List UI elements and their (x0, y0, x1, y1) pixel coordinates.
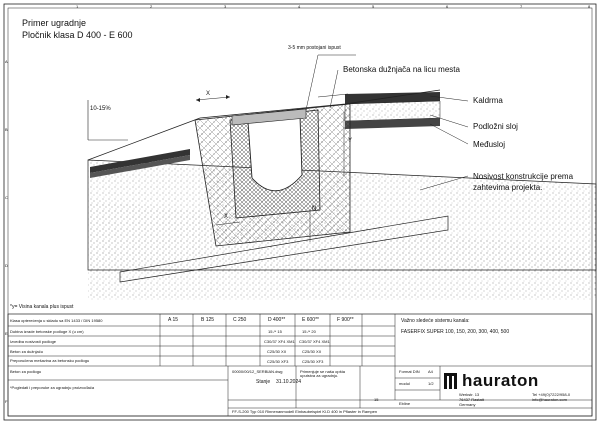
col-marker: 2 (150, 4, 153, 9)
class-d400: D 400** (268, 317, 286, 323)
note-right: Primenjuje se naša opšta uputstva za ugradnju. (300, 369, 345, 378)
row-marker: C (5, 195, 8, 200)
intermediate-label: Međusloj (473, 140, 506, 149)
applies-value: FASERFIX SUPER 100, 150, 200, 300, 400, 500 (401, 329, 510, 335)
drawing-subtitle: Pločnik klasa D 400 - E 600 (22, 30, 133, 40)
base-layer (345, 101, 440, 121)
modul-label: modul (399, 381, 410, 386)
company-address2: 76437 Rastatt (459, 397, 484, 402)
row4-e600: C25/30 XII (302, 349, 321, 354)
slope-label: 10-15% (90, 106, 111, 112)
row2-e600: 15 /* 20 (302, 329, 316, 334)
row4-d400: C25/30 XII (267, 349, 286, 354)
hauraton-logo-mark (444, 373, 457, 389)
note-label: Preporučena mešavina za betonsku podlogu (10, 358, 90, 363)
haunch-label: Betonska dužnjača na licu mesta (343, 65, 460, 74)
format-value: A4 (428, 369, 433, 374)
applies-label: Važno sledeće sistemu kanala: (401, 318, 470, 324)
dwg-number: 00000/00/12_SERBIAN.dwg (232, 369, 283, 374)
note-block: *Pogledati i preporuke za ugradnju proizvođača (10, 385, 95, 390)
date-label: Stanje (256, 379, 271, 385)
col-marker: 4 (298, 4, 301, 9)
pavement-label: Kaldrma (473, 96, 503, 105)
note-label: Beton za podlogu (10, 369, 42, 374)
col-marker: 5 (372, 4, 375, 9)
modul-value: 1/2 (428, 381, 434, 386)
company-address1: Werkstr. 13 (459, 392, 480, 397)
company-logo-text: hauraton (462, 371, 539, 390)
scale-label: Ebline (399, 401, 411, 406)
channel-interior (248, 117, 302, 191)
col-marker: 1 (76, 4, 79, 9)
dim-y: Y (348, 138, 353, 144)
row-marker: E (5, 331, 8, 336)
format-label: Format DIN (399, 369, 420, 374)
product-line: FF-S-200 Typ 010 Rinnenanmodell Einbaubeispiel Kl.D 400 in Pflaster in Rampen (232, 409, 378, 414)
class-c250: C 250 (233, 317, 247, 323)
base-layer-label: Podložni sloj (473, 122, 518, 131)
row5-d400: C25/30 XF3 (267, 359, 289, 364)
subgrade-label-line2: zahtevima projekta. (473, 183, 543, 192)
dim-n: N (312, 206, 317, 212)
col-marker: 8 (588, 4, 591, 9)
row-marker: A (5, 59, 8, 64)
dim-x-top: X (206, 91, 211, 97)
class-b125: B 125 (201, 317, 215, 323)
row3-e600: C30/37 XF4 XM1 (299, 339, 330, 344)
row-marker: F (5, 399, 8, 404)
row-marker: D (5, 263, 8, 268)
col-marker: 3 (224, 4, 227, 9)
col-marker: 6 (446, 4, 449, 9)
footnote: *y= Visina kanala plus ispust (10, 304, 74, 310)
table-row1-label: Klasa opterećenja u skladu sa EN 1433 / DIN 19580 (10, 318, 103, 323)
class-a15: A 15 (168, 317, 179, 323)
subgrade-label-line1: Nosivost konstrukcije prema (473, 172, 574, 181)
row2-d400: 15 /* 15 (268, 329, 282, 334)
note-label: Izvedba nosivosti podloge (10, 339, 57, 344)
row-marker: B (5, 127, 8, 132)
note-label: Beton za dužnjaču (10, 349, 43, 354)
date-value: 31.10.2024 (276, 379, 302, 385)
row3-d400: C30/37 XF4 XM1 (264, 339, 295, 344)
sheet-number: 15 (374, 397, 379, 402)
company-address3: Germany (459, 402, 476, 407)
table-row2-label: Dubina izrade betonske podloge X (u cm) (10, 329, 84, 334)
col-marker: 7 (520, 4, 523, 9)
company-email: info@hauraton.com (532, 397, 567, 402)
class-e600: E 600** (302, 317, 319, 323)
company-phone: Tel +49(0)7222/958-0 (532, 392, 571, 397)
row5-e600: C25/30 XF3 (302, 359, 324, 364)
dim-x-bottom: X (224, 214, 229, 220)
drawing-title: Primer ugradnje (22, 18, 87, 28)
gap-label: 3-5 mm postojani ispust (288, 45, 341, 51)
class-f900: F 900** (337, 317, 354, 323)
